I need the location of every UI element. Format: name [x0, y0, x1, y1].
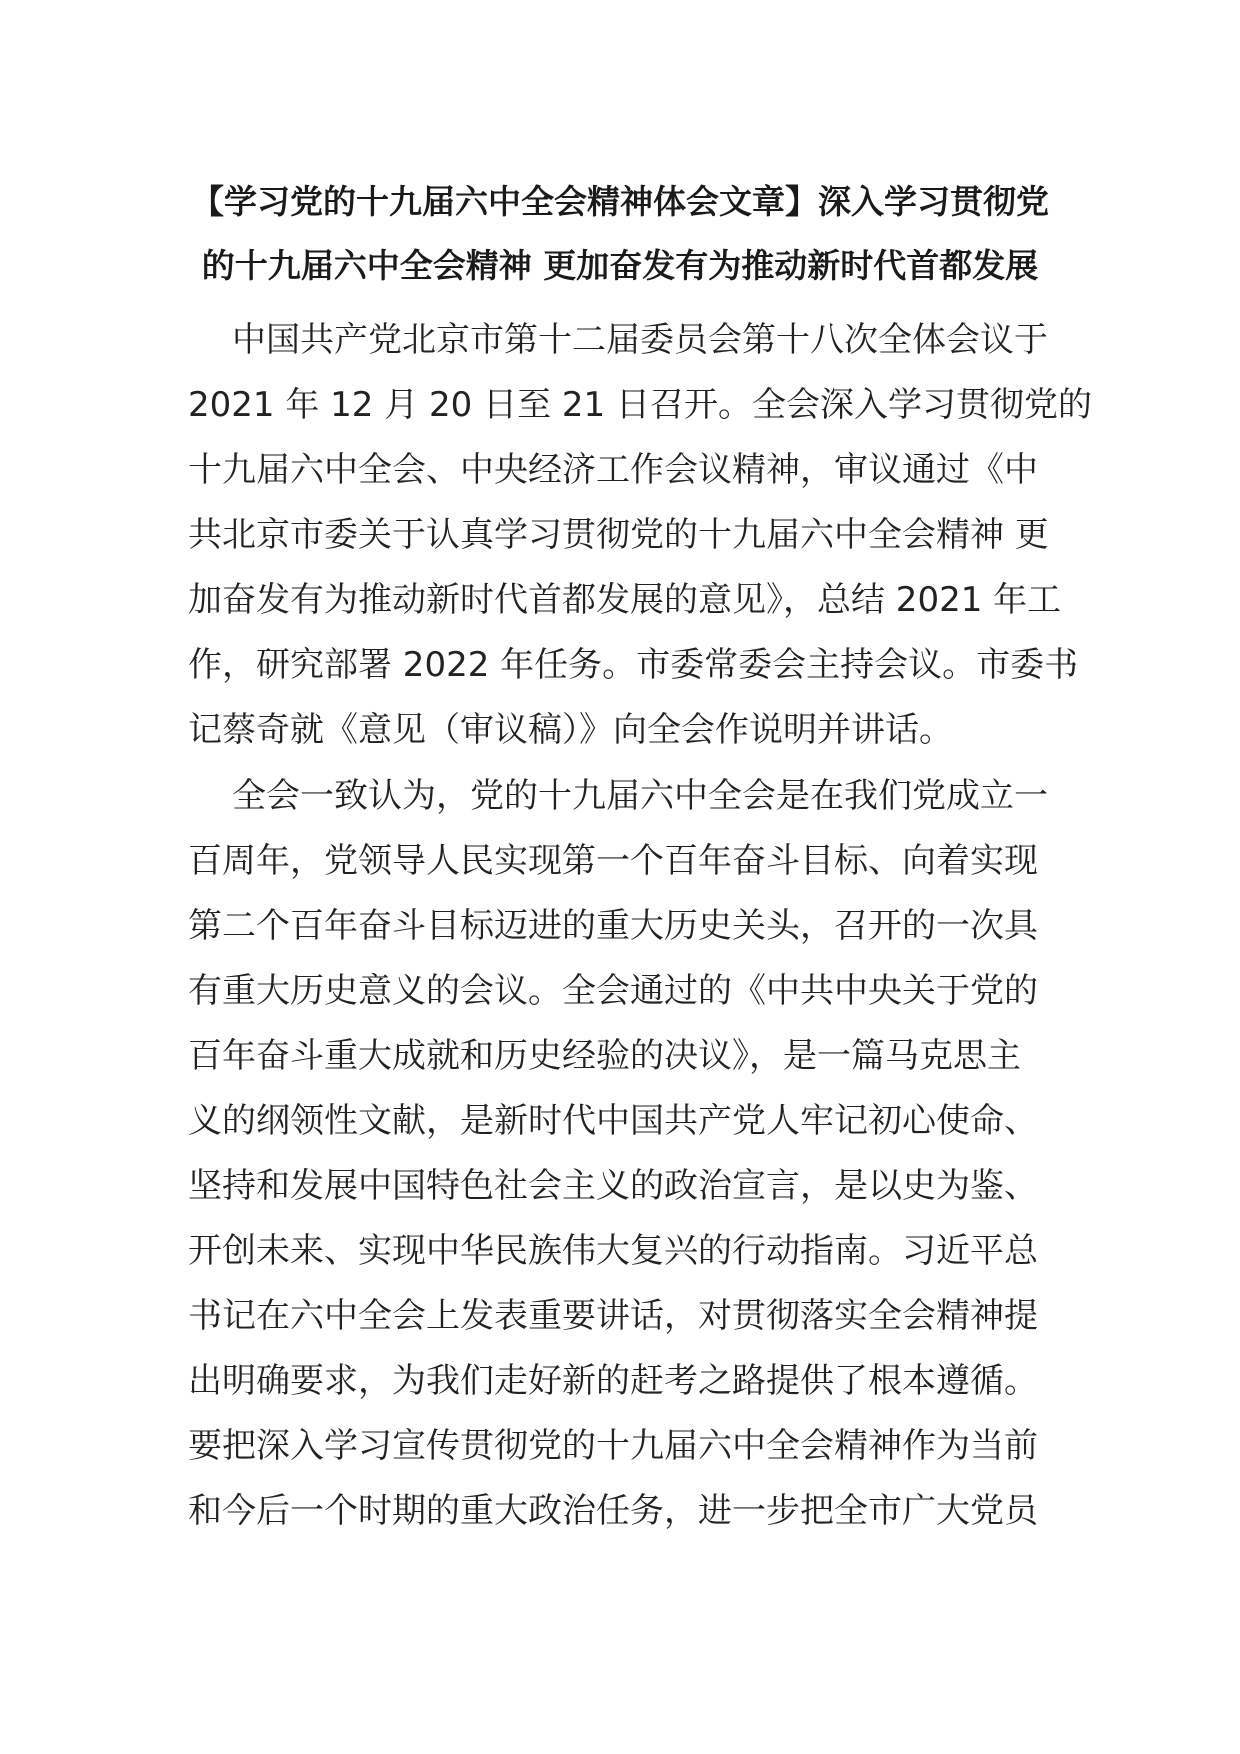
paragraph-line: 开创未来、实现中华民族伟大复兴的行动指南。习近平总 — [188, 1231, 1038, 1271]
paragraph-line: 2021 年 12 月 20 日至 21 日召开。全会深入学习贯彻党的 — [188, 385, 1092, 425]
paragraph-line: 有重大历史意义的会议。全会通过的《中共中央关于党的 — [188, 971, 1038, 1011]
paragraph-line: 坚持和发展中国特色社会主义的政治宣言，是以史为鉴、 — [188, 1166, 1038, 1206]
paragraph-line: 记蔡奇就《意见（审议稿）》向全会作说明并讲话。 — [188, 710, 953, 750]
paragraph-line: 十九届六中全会、中央经济工作会议精神，审议通过《中 — [188, 450, 1038, 490]
paragraph-line: 和今后一个时期的重大政治任务，进一步把全市广大党员 — [188, 1491, 1038, 1531]
document-title — [188, 170, 1052, 298]
paragraph-line: 百周年，党领导人民实现第一个百年奋斗目标、向着实现 — [188, 841, 1038, 881]
paragraph-line: 全会一致认为，党的十九届六中全会是在我们党成立一 — [232, 776, 1048, 816]
paragraph-line: 加奋发有为推动新时代首都发展的意见》，总结 2021 年工 — [188, 580, 1062, 620]
body-paragraph — [188, 764, 1052, 1544]
title-line: 【学习党的十九届六中全会精神体会文章】深入学习贯彻党 — [191, 182, 1049, 221]
paragraph-line: 义的纲领性文献，是新时代中国共产党人牢记初心使命、 — [188, 1101, 1038, 1141]
paragraph-line: 作，研究部署 2022 年任务。市委常委会主持会议。市委书 — [188, 645, 1079, 685]
paragraph-line: 第二个百年奋斗目标迈进的重大历史关头，召开的一次具 — [188, 906, 1038, 946]
body-paragraph — [188, 308, 1092, 763]
paragraph-line: 要把深入学习宣传贯彻党的十九届六中全会精神作为当前 — [188, 1426, 1038, 1466]
paragraph-line: 百年奋斗重大成就和历史经验的决议》，是一篇马克思主 — [188, 1036, 1021, 1076]
paragraph-line: 共北京市委关于认真学习贯彻党的十九届六中全会精神 更 — [188, 515, 1049, 555]
title-line: 的十九届六中全会精神 更加奋发有为推动新时代首都发展 — [201, 246, 1039, 285]
paragraph-line: 书记在六中全会上发表重要讲话，对贯彻落实全会精神提 — [188, 1296, 1038, 1336]
paragraph-line: 中国共产党北京市第十二届委员会第十八次全体会议于 — [232, 320, 1048, 360]
paragraph-line: 出明确要求，为我们走好新的赶考之路提供了根本遵循。 — [188, 1361, 1038, 1401]
